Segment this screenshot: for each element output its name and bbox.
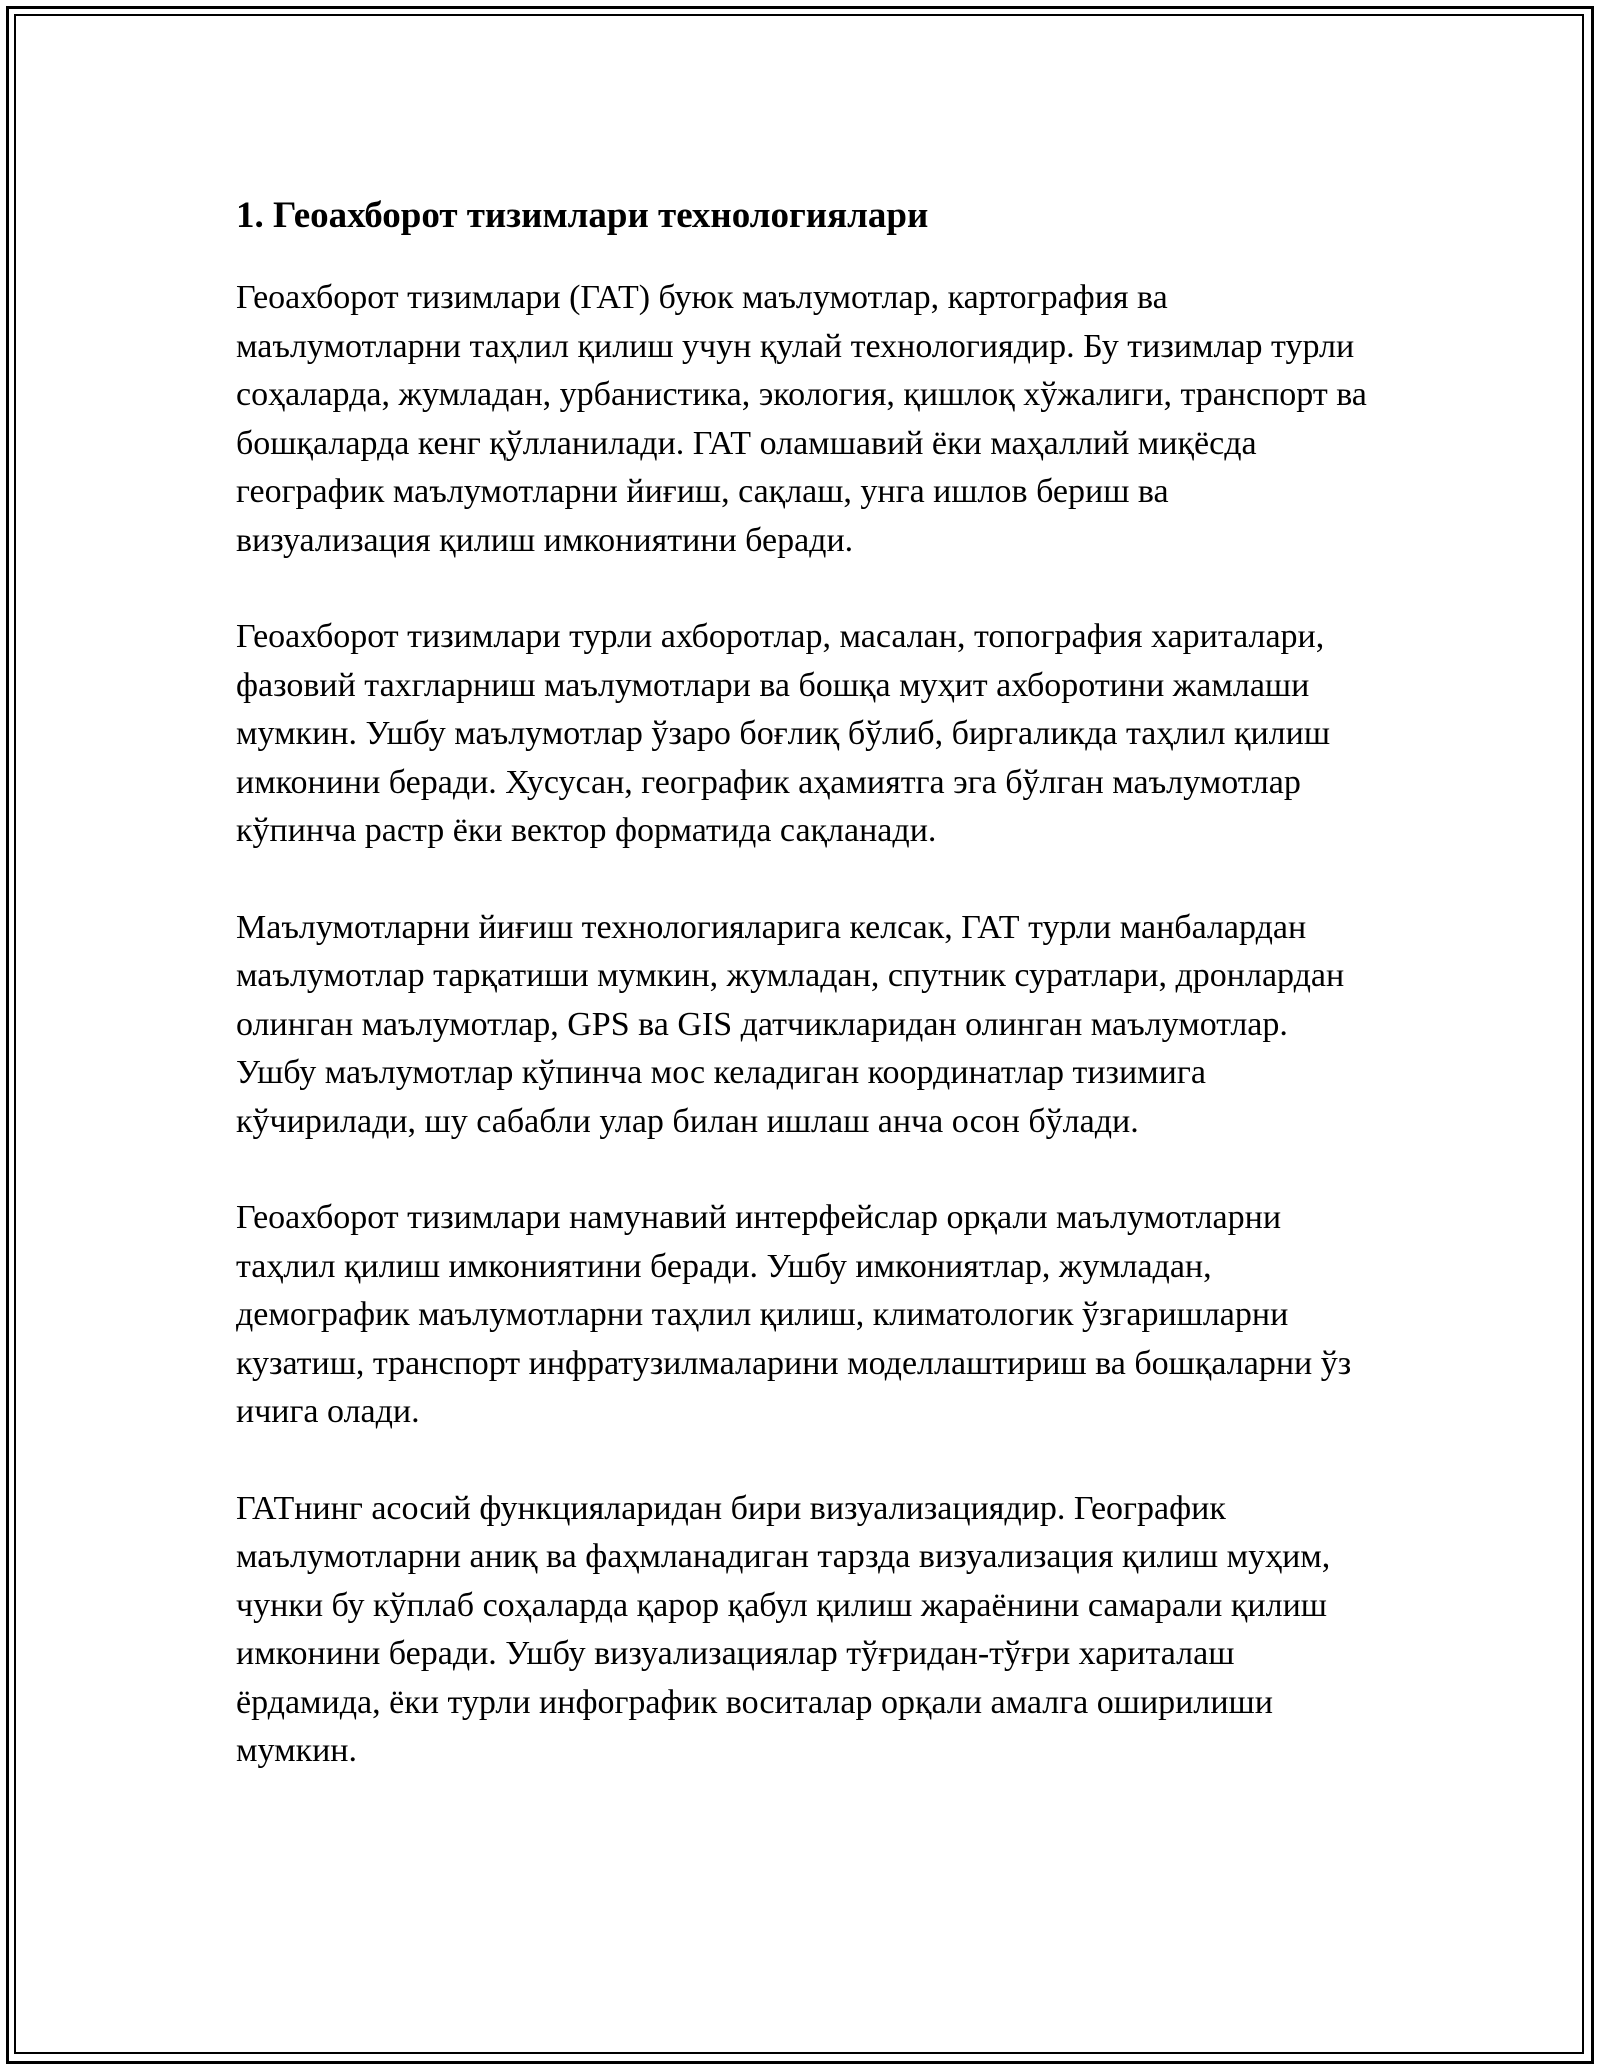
paragraph-data-types: Геоахборот тизимлари турли ахборотлар, масалан, топография хариталари, фазовий тахгларниш маълумотлари ва бошқа муҳит ахборотини жамлаши мумкин. Ушбу маълумотлар ўзаро боғлиқ бўлиб, биргаликда таҳлил қилиш имконини беради. Хусусан, географик аҳамиятга эга бўлган маълумотлар кўпинча растр ёки вектор форматида сақланади. bbox=[236, 618, 1331, 849]
paragraph-analysis: Геоахборот тизимлари намунавий интерфейслар орқали маълумотларни таҳлил қилиш имкониятини беради. Ушбу имкониятлар, жумладан, демографик маълумотларни таҳлил қилиш, климатологик ўзгаришларни кузатиш, транспорт инфратузилмаларини моделлаштириш ва бошқаларни ўз ичига олади. bbox=[236, 1199, 1352, 1430]
paragraph-visualization: ГАТнинг асосий функцияларидан бири визуализациядир. Географик маълумотларни аниқ ва фаҳмланадиган тарзда визуализация қилиш муҳим, чунки бу кўплаб соҳаларда қарор қабул қилиш жараёнини самарали қилиш имконини беради. Ушбу визуализациялар тўғридан-тўғри хариталаш ёрдамида, ёки турли инфографик воситалар орқали амалга оширилиши мумкин. bbox=[236, 1489, 1331, 1769]
document-body bbox=[236, 180, 1371, 1824]
paragraph-data-collection: Маълумотларни йиғиш технологияларига келсак, ГАТ турли манбалардан маълумотлар тарқатиши мумкин, жумладан, спутник суратлари, дронлардан олинган маълумотлар, GPS ва GIS датчикларидан олинган маълумотлар. Ушбу маълумотлар кўпинча мос келадиган координатлар тизимига кўчирилади, шу сабабли улар билан ишлаш анча осон бўлади. bbox=[236, 908, 1345, 1140]
document-title: 1. Геоахборот тизимлари технологиялари bbox=[236, 195, 929, 236]
paragraph-intro: Геоахборот тизимлари (ГАТ) буюк маълумотлар, картография ва маълумотларни таҳлил қилиш учун қулай технологиядир. Бу тизимлар турли соҳаларда, жумладан, урбанистика, экология, қишлоқ хўжалиги, транспорт ва бошқаларда кенг қўлланилади. ГАТ оламшавий ёки маҳаллий миқёсда географик маълумотларни йиғиш, сақлаш, унга ишлов бериш ва визуализация қилиш имкониятини беради. bbox=[236, 279, 1367, 559]
